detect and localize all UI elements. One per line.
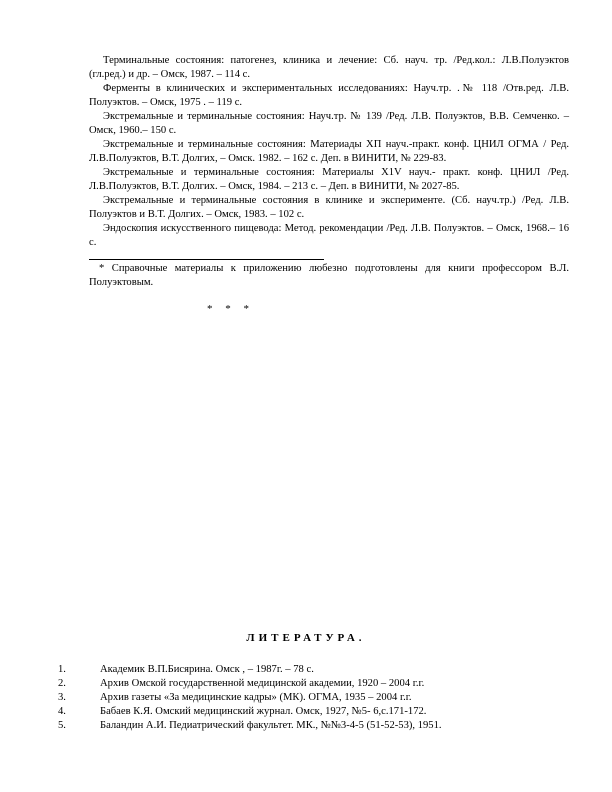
bibliography-list	[89, 54, 569, 290]
footnote-separator-line	[89, 259, 324, 260]
bibliography-entry: Экстремальные и терминальные состояния: Материады ХП науч.-практ. конф. ЦНИЛ ОГМА / Ред. Л.В.Полуэктов, В.Т. Долгих, – Омск. 1982. – 162 с. Деп. в ВИНИТИ, № 229-83.	[89, 139, 569, 164]
reference-item	[58, 691, 578, 705]
bibliography-entry: Эндоскопия искусственного пищевода: Метод. рекомендации /Ред. Л.В. Полуэктов. – Омск, 1968.– 16 с.	[89, 223, 569, 248]
reference-item	[58, 663, 578, 677]
reference-item	[58, 705, 578, 719]
bibliography-entry: Ферменты в клинических и экспериментальных исследованиях: Науч.тр. .№ 118 /Отв.ред. Л.В. Полуэктов. – Омск, 1975 . – 119 с.	[89, 83, 569, 108]
bibliography-entry: Экстремальные и терминальные состояния: Науч.тр. № 139 /Ред. Л.В. Полуэктов, В.В. Семченко. – Омск, 1960.– 150 с.	[89, 111, 569, 136]
reference-text: Баландин А.И. Педиатрический факультет. МК., №№3-4-5 (51-52-53), 1951.	[100, 720, 442, 731]
reference-text: Бабаев К.Я. Омский медицинский журнал. Омск, 1927, №5- 6,с.171-172.	[100, 706, 427, 717]
bibliography-entry: Экстремальные и терминальные состояния в клинике и эксперименте. (Сб. науч.тр.) /Ред. Л.В. Полуэктов и В.Т. Долгих. – Омск, 1983. – 102 с.	[89, 195, 569, 220]
reference-number: 2.	[58, 678, 66, 689]
reference-text: Архив газеты «За медицинские кадры» (МК). ОГМА, 1935 – 2004 г.г.	[100, 692, 412, 703]
reference-number: 5.	[58, 720, 66, 731]
footnote: * Справочные материалы к приложению любезно подготовлены для книги профессором В.Л. Полуэктовым.	[89, 263, 569, 288]
reference-number: 3.	[58, 692, 66, 703]
bibliography-entry: Экстремальные и терминальные состояния: Материалы Х1V науч.- практ. конф. ЦНИЛ /Ред. Л.В.Полуэктов, В.Т. Долгих. – Омск, 1984. – 213 с. – Деп. в ВИНИТИ, № 2027-85.	[89, 167, 569, 192]
references-list	[58, 663, 578, 733]
literature-heading: ЛИТЕРАТУРА.	[246, 632, 366, 644]
reference-item	[58, 677, 578, 691]
reference-item	[58, 719, 578, 733]
reference-number: 4.	[58, 706, 66, 717]
reference-text: Академик В.П.Бисярина. Омск , – 1987г. – 78 с.	[100, 664, 314, 675]
bibliography-entry: Терминальные состояния: патогенез, клиника и лечение: Сб. науч. тр. /Ред.кол.: Л.В.Полуэктов (гл.ред.) и др. – Омск, 1987. – 114 с.	[89, 55, 569, 80]
reference-text: Архив Омской государственной медицинской академии, 1920 – 2004 г.г.	[100, 678, 425, 689]
section-separator: * * *	[207, 303, 254, 315]
reference-number: 1.	[58, 664, 66, 675]
